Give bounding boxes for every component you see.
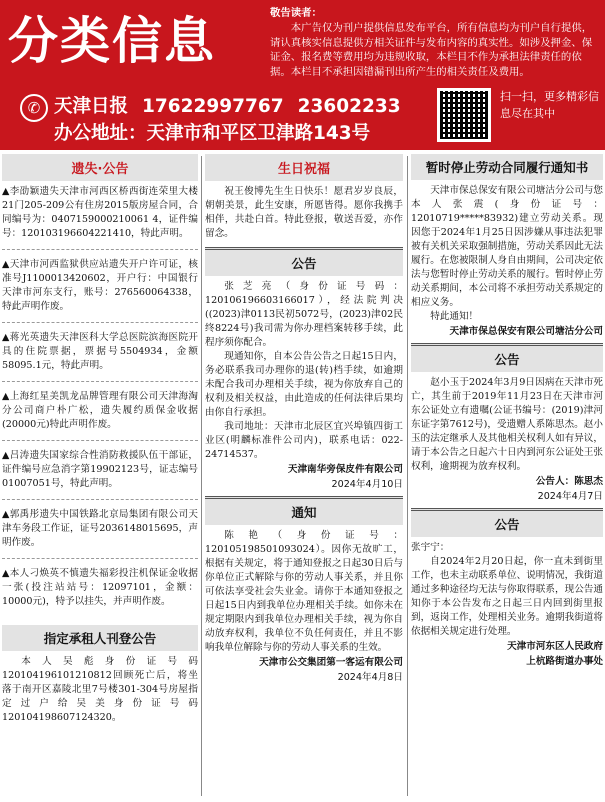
office-address: 办公地址：天津市和平区卫津路143号 (54, 123, 371, 144)
page-title: 分类信息 (8, 11, 216, 70)
list-item: ▲吕涛遗失国家综合性消防救援队伍干部证，证件编号应急消字第19902123号，证志编号01007051号，特此声明。 (2, 449, 198, 500)
will-notice-date: 2024年4月7日 (537, 491, 603, 502)
return-notice-signature: 上杭路街道办事处 (526, 656, 603, 667)
contact-phones (54, 92, 415, 118)
list-item: ▲本人刁焕英不慎遗失福彩投注机保证金收据一张(投注站站号：12097101，金额：10000元)，特予以挂失，并声明作废。 (2, 568, 198, 607)
notification-date: 2024年4月8日 (337, 672, 403, 683)
section-heading-notice: 公告 (205, 247, 403, 276)
contract-notice-end: 特此通知！ (430, 311, 479, 322)
section-heading-will-notice: 公告 (411, 343, 603, 372)
notice-heading: 敬告读者： (270, 7, 322, 19)
notification-signature: 天津市公交集团第一客运有限公司 (259, 657, 403, 668)
phone-number-1[interactable]: 17622997767 (142, 96, 284, 117)
return-notice-signature: 天津市河东区人民政府 (507, 641, 603, 652)
phone-number-2[interactable]: 23602233 (297, 96, 401, 117)
reader-notice (270, 6, 600, 80)
phone-icon: ✆ (20, 94, 48, 122)
column-lost-notices (2, 152, 198, 800)
section-heading-lost: 遗失·公告 (2, 154, 198, 181)
notice-paragraph: 我司地址：天津市北辰区宜兴埠镇四街工业区(明麟标准件公司内)，联系电话：022-24714537。 (205, 421, 403, 460)
notice-paragraph: 现通知你，自本公告公告之日起15日内，务必联系我司办理你的退(转)档手续，如逾期未配合我司办理相关手续，视为你放弃自己的权利及相关权益，由此造成的任何法律后果均由你自行承担。 (205, 351, 403, 418)
tenant-notice-body: 本人吴彪身份证号码120104196101210812回顾死亡后，将坐落于南开区嘉陵北里7号楼301-304号房屋指定过户给吴美身份证号码120104198607124320。 (2, 656, 198, 723)
column-divider (407, 156, 408, 796)
column-contract-notices (411, 152, 603, 800)
column-birthday-notices (205, 152, 403, 800)
qr-code[interactable] (437, 88, 491, 142)
qr-caption: 扫一扫，更多精彩信息尽在其中 (500, 90, 599, 120)
notice-paragraph: 张芝亮（身份证号码：120106196603166017），经法院判决((2023)津0113民初5072号，(2023)津02民终8224号)我司需为你办理档案转移手续，此程序须你配合。 (205, 281, 403, 348)
column-divider (201, 156, 202, 796)
section-heading-notification: 通知 (205, 496, 403, 525)
section-heading-tenant: 指定承租人刊登公告 (2, 625, 198, 651)
list-item: ▲蒋光英遗失天津医科大学总医院滨海医院开具的住院票据，票据号5504934，金额58095.1元，特此声明。 (2, 331, 198, 382)
section-heading-return-notice: 公告 (411, 508, 603, 537)
notification-paragraph: 陈艳（身份证号：120105198501093024）。因你无故旷工，根据有关规定，将于通知登报之日起30日后与你单位正式解除与你的劳动人事关系，并且你可依法享受社会失业金。请你于本通知登报之日起15日内到我单位办理相关手续。如你未在规定期限内到我单位办理相关手续，视为你自动放弃权利，我单位不负任何责任，并且不影响我单位解除与你的劳动人事关系的生效。 (205, 530, 403, 653)
notice-date: 2024年4月10日 (331, 479, 403, 490)
will-notice-body: 赵小玉于2024年3月9日因病在天津市死亡，其生前于2019年11月23日在天津市河东公证处立有遗嘱(公证书编号：(2019)津河东证字第7612号)，受遗赠人系陈思杰。赵小玉的法定继承人及其他相关权利人如有异议，请于本公告之日起六十日内到河东公证处王张权利，逾期视为放弃权利。 (411, 377, 603, 472)
list-item: ▲李劭颖遗失天津市河西区桥西街连荣里大楼21门205-209公有住房2015版房屋合同，合同编号为：0407159000210061 4，证件编号：120103196604221410，特此声明。 (2, 185, 198, 250)
notice-signature: 天津南华旁保皮件有限公司 (287, 464, 403, 475)
lost-notices-list (2, 185, 198, 617)
list-item: ▲天津市河西监狱供应站遗失开户许可证，核准号J1100013420602，开户行：中国银行天津市河东支行，账号：276560064338，特此声明作废。 (2, 258, 198, 323)
notice-body: 本广告仅为刊户提供信息发布平台，所有信息均为刊户自行提供，请认真核实信息提供方相关证件与发布内容的真实性。如涉及押金、保证金、报名费等费用均为违规收取，本栏目不作为承担法律责任的依据。本栏目不承担因错漏刊出所产生的相关责任及费用。 (270, 21, 593, 79)
return-notice-salutation: 张宇宁： (411, 542, 450, 553)
header-banner (0, 0, 605, 150)
contract-notice-signature: 天津市保总保安有限公司塘沽分公司 (449, 326, 603, 337)
return-notice-body: 自2024年2月20日起，你一直未到街里工作，也未主动联系单位、说明情况，我街道通过多种途径均无法与你取得联系，现公告通知你于本公告发布之日起三日内回到街里报到，返岗工作，处理相关业务。逾期我街道将依据相关规定进行处理。 (411, 556, 603, 637)
publisher-name: 天津日报 (54, 96, 129, 117)
section-heading-contract: 暂时停止劳动合同履行通知书 (411, 154, 603, 180)
section-heading-birthday: 生日祝福 (205, 154, 403, 181)
list-item: ▲郭禹彤遗失中国铁路北京局集团有限公司天津车务段工作证，证号2036148015695，声明作废。 (2, 508, 198, 559)
birthday-message: 祝王俊博先生生日快乐！愿君岁岁良辰，朝朝美景，此生安康，所愿皆得。愿你我携手相伴，共赴白首。特此登报，敬送吾爱，亦作留念。 (205, 186, 403, 239)
list-item: ▲上海红星美凯龙品牌管理有限公司天津海淘分公司商户朴广松，遗失履约质保金收据(20000元)特此声明作废。 (2, 390, 198, 441)
contract-notice-body: 天津市保总保安有限公司塘沽分公司与您本人张震(身份证号：12010719*****83932)建立劳动关系。现因您于2024年1月25日因涉嫌从事违法犯罪被有关机关采取强制措施，劳动关系因此无法履行。在您被限制人身自由期间，公司决定依法与您暂时停止劳动关系的履行。暂时停止劳动关系期间，本公司将不承担劳动关系规定的相应义务。 (411, 185, 603, 308)
will-notice-signature: 公告人：陈思杰 (535, 476, 603, 487)
